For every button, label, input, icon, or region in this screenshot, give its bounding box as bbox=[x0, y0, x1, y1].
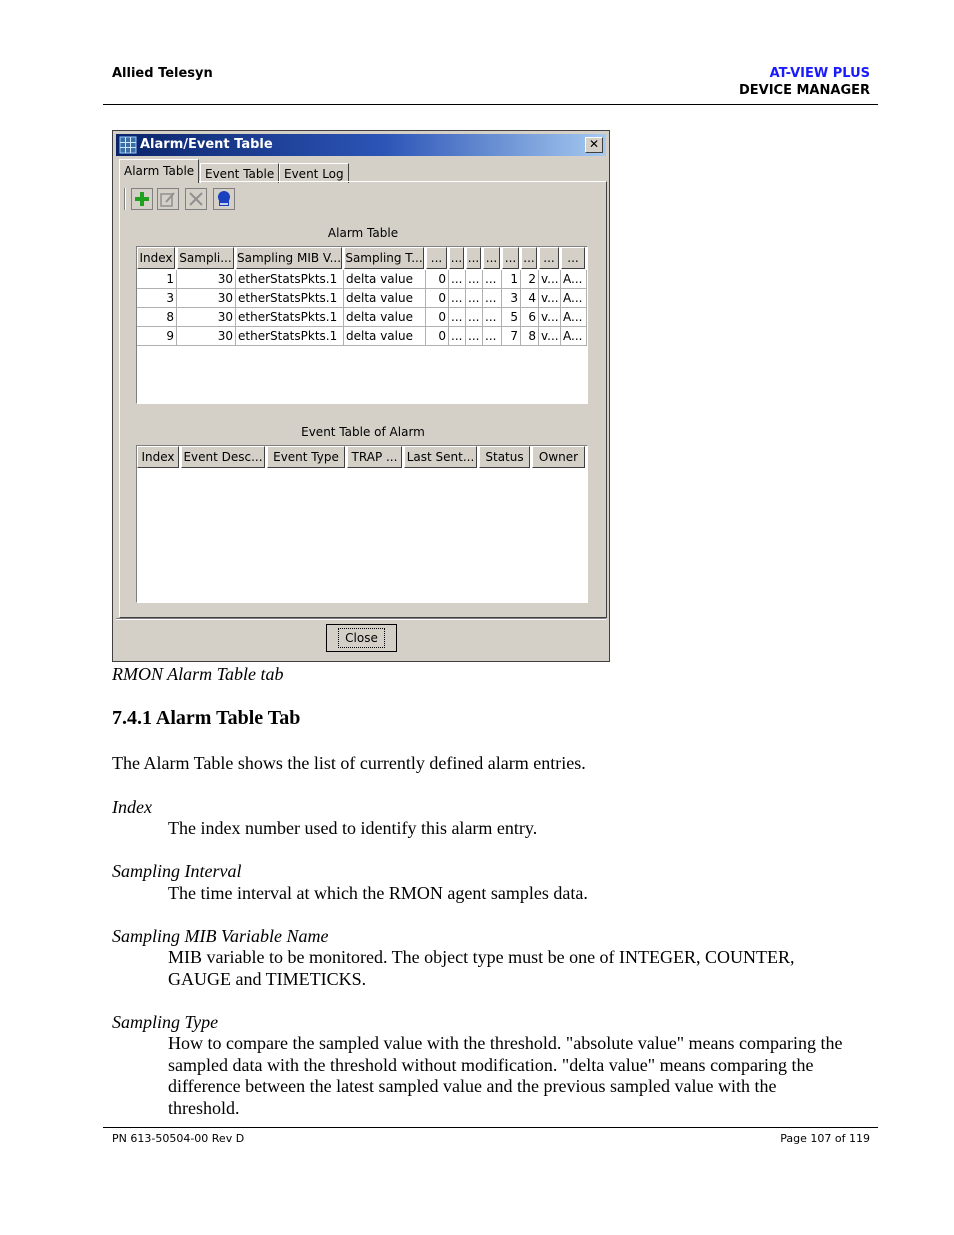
event-table-caption: Event Table of Alarm bbox=[301, 425, 425, 439]
table-cell: 3 bbox=[137, 289, 177, 308]
grid-app-icon bbox=[119, 136, 137, 154]
table-cell: ... bbox=[449, 308, 466, 327]
definition-line: MIB variable to be monitored. The object type must be one of INTEGER, COUNTER, bbox=[168, 947, 795, 967]
section-name: DEVICE MANAGER bbox=[738, 83, 870, 98]
button-bar-divider bbox=[116, 618, 606, 620]
table-cell: 30 bbox=[177, 270, 236, 289]
table-cell: 7 bbox=[502, 327, 521, 346]
table-cell: A... bbox=[561, 289, 587, 308]
table-cell: v... bbox=[539, 289, 561, 308]
table-cell: 0 bbox=[426, 289, 449, 308]
column-header[interactable]: Sampli... bbox=[177, 247, 234, 269]
table-cell: ... bbox=[483, 270, 502, 289]
header-rule bbox=[103, 104, 878, 105]
column-header[interactable]: Index bbox=[137, 247, 175, 269]
footer-rule bbox=[103, 1127, 878, 1128]
close-button-label: Close bbox=[338, 628, 385, 648]
definition-line: The index number used to identify this alarm entry. bbox=[168, 818, 538, 838]
refresh-icon[interactable] bbox=[213, 188, 235, 210]
company-name: Allied Telesyn bbox=[112, 66, 213, 81]
edit-icon[interactable] bbox=[157, 188, 179, 210]
term-sampling-type: Sampling Type bbox=[112, 1012, 219, 1032]
table-cell: ... bbox=[483, 289, 502, 308]
definition-line: How to compare the sampled value with the threshold. "absolute value" means comparing the bbox=[168, 1033, 843, 1053]
table-cell: 1 bbox=[137, 270, 177, 289]
column-header[interactable]: Sampling T... bbox=[344, 247, 424, 269]
column-header[interactable]: ... bbox=[502, 247, 519, 269]
term-sampling-interval: Sampling Interval bbox=[112, 861, 242, 881]
table-cell: A... bbox=[561, 327, 587, 346]
term-sampling-mib-variable-name: Sampling MIB Variable Name bbox=[112, 926, 329, 946]
close-button[interactable] bbox=[326, 624, 397, 652]
tab-event-log[interactable]: Event Log bbox=[279, 163, 349, 183]
add-icon[interactable] bbox=[131, 188, 153, 210]
table-cell: etherStatsPkts.1 bbox=[236, 308, 344, 327]
definition-line: difference between the latest sampled value and the previous sampled value with the bbox=[168, 1076, 777, 1096]
table-cell: delta value bbox=[344, 327, 426, 346]
table-cell: ... bbox=[449, 289, 466, 308]
table-cell: ... bbox=[466, 270, 483, 289]
column-header[interactable]: ... bbox=[466, 247, 481, 269]
table-cell: 30 bbox=[177, 308, 236, 327]
table-cell: A... bbox=[561, 270, 587, 289]
table-cell: ... bbox=[466, 308, 483, 327]
column-header[interactable]: TRAP ... bbox=[347, 446, 402, 468]
column-header[interactable]: ... bbox=[539, 247, 559, 269]
figure-caption: RMON Alarm Table tab bbox=[112, 664, 284, 684]
section-heading: 7.4.1 Alarm Table Tab bbox=[112, 707, 301, 729]
column-header[interactable]: ... bbox=[561, 247, 585, 269]
table-cell: etherStatsPkts.1 bbox=[236, 289, 344, 308]
definition-line: The time interval at which the RMON agent samples data. bbox=[168, 883, 588, 903]
column-header[interactable]: ... bbox=[449, 247, 464, 269]
table-cell: 3 bbox=[502, 289, 521, 308]
table-cell: ... bbox=[466, 289, 483, 308]
column-header[interactable]: Status bbox=[479, 446, 530, 468]
column-header[interactable]: ... bbox=[483, 247, 500, 269]
part-number: PN 613-50504-00 Rev D bbox=[112, 1132, 245, 1145]
tab-event-table[interactable]: Event Table bbox=[200, 163, 279, 183]
table-cell: ... bbox=[449, 327, 466, 346]
table-cell: 30 bbox=[177, 327, 236, 346]
table-cell: 0 bbox=[426, 308, 449, 327]
tab-alarm-table[interactable]: Alarm Table bbox=[119, 159, 199, 183]
table-cell: etherStatsPkts.1 bbox=[236, 327, 344, 346]
delete-icon[interactable] bbox=[185, 188, 207, 210]
table-cell: 5 bbox=[502, 308, 521, 327]
table-cell: 8 bbox=[137, 308, 177, 327]
column-header[interactable]: Event Type bbox=[267, 446, 345, 468]
dialog-title: Alarm/Event Table bbox=[140, 137, 273, 152]
term-index: Index bbox=[112, 797, 152, 817]
table-cell: delta value bbox=[344, 308, 426, 327]
dialog-titlebar[interactable] bbox=[116, 134, 606, 156]
table-cell: 0 bbox=[426, 327, 449, 346]
table-cell: 1 bbox=[502, 270, 521, 289]
intro-paragraph: The Alarm Table shows the list of currently defined alarm entries. bbox=[112, 753, 586, 773]
column-header[interactable]: Event Desc... bbox=[181, 446, 265, 468]
table-cell: delta value bbox=[344, 289, 426, 308]
column-header[interactable]: ... bbox=[521, 247, 537, 269]
table-cell: 0 bbox=[426, 270, 449, 289]
toolbar-separator bbox=[124, 188, 126, 210]
table-cell: A... bbox=[561, 308, 587, 327]
column-header[interactable]: Last Sent... bbox=[404, 446, 477, 468]
table-cell: 8 bbox=[521, 327, 539, 346]
table-cell: ... bbox=[466, 327, 483, 346]
table-cell: 30 bbox=[177, 289, 236, 308]
table-cell: v... bbox=[539, 327, 561, 346]
column-header[interactable]: Sampling MIB V... bbox=[236, 247, 342, 269]
table-cell: etherStatsPkts.1 bbox=[236, 270, 344, 289]
column-header[interactable]: Index bbox=[137, 446, 179, 468]
event-table bbox=[136, 445, 588, 603]
table-cell: 6 bbox=[521, 308, 539, 327]
table-cell: 2 bbox=[521, 270, 539, 289]
definition-line: GAUGE and TIMETICKS. bbox=[168, 969, 367, 989]
table-cell: delta value bbox=[344, 270, 426, 289]
table-cell: ... bbox=[449, 270, 466, 289]
close-icon[interactable]: ✕ bbox=[585, 137, 603, 153]
table-cell: v... bbox=[539, 270, 561, 289]
alarm-table bbox=[136, 246, 588, 404]
page-number: Page 107 of 119 bbox=[780, 1132, 870, 1145]
alarm-table-caption: Alarm Table bbox=[327, 226, 399, 240]
product-name: AT-VIEW PLUS bbox=[769, 66, 870, 81]
table-cell: 9 bbox=[137, 327, 177, 346]
table-cell: ... bbox=[483, 308, 502, 327]
table-cell: v... bbox=[539, 308, 561, 327]
alarm-event-dialog bbox=[112, 130, 610, 662]
definition-line: sampled data with the threshold without modification. "delta value" means comparing the bbox=[168, 1055, 814, 1075]
table-cell: ... bbox=[483, 327, 502, 346]
column-header[interactable]: ... bbox=[426, 247, 447, 269]
definition-line: threshold. bbox=[168, 1098, 240, 1118]
column-header[interactable]: Owner bbox=[532, 446, 585, 468]
table-cell: 4 bbox=[521, 289, 539, 308]
